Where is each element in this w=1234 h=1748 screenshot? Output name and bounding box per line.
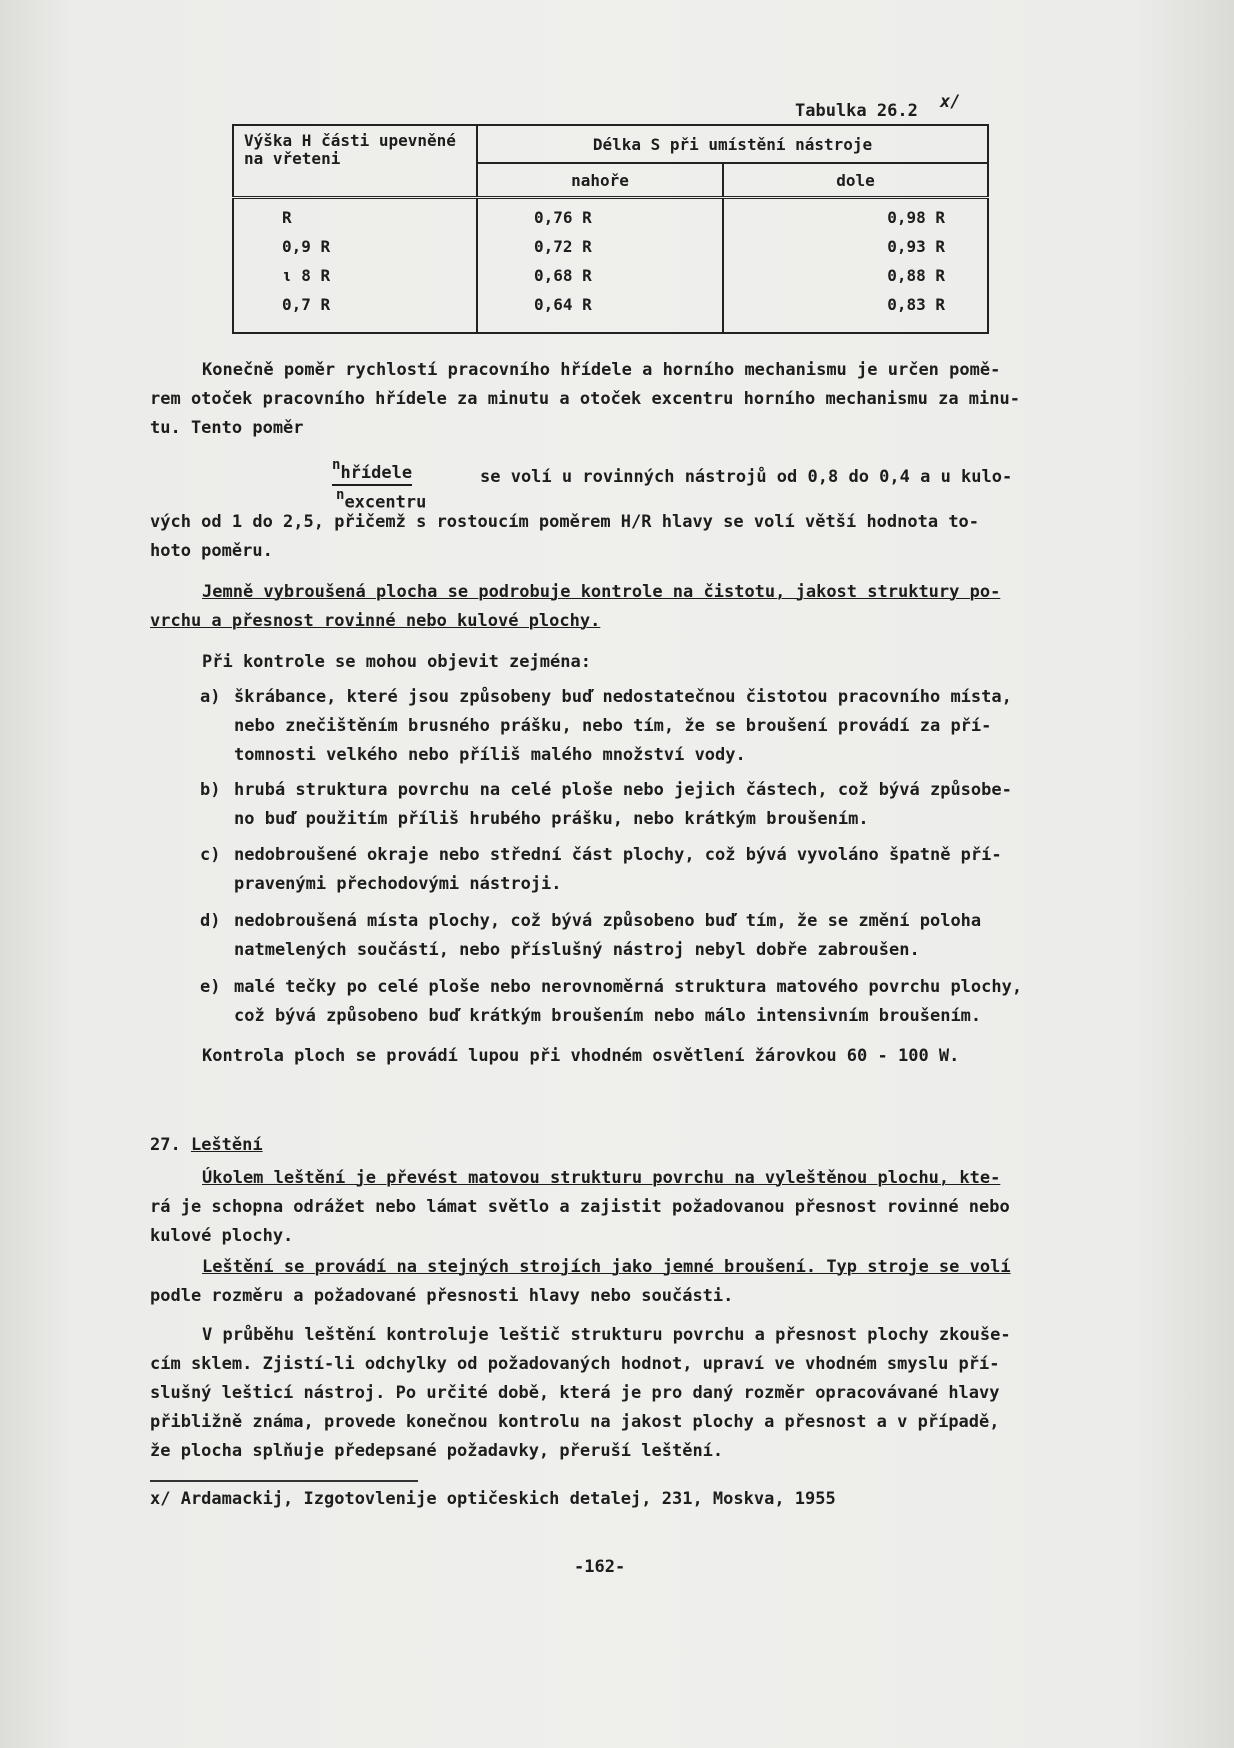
table-caption: Tabulka 26.2 [795,101,918,121]
fraction-text: se volí u rovinných nástrojů od 0,8 do 0,4 a u kulo- [480,467,1013,487]
table-cell: 0,88 R [887,266,945,285]
table-cell: 0,83 R [887,295,945,314]
fraction-numerator [332,455,426,485]
text-line: V průběhu leštění kontroluje leštič strukturu povrchu a přesnost plochy zkouše- [202,1325,1011,1345]
text-line: cím sklem. Zjistí-li odchylky od požadovaných hodnot, upraví ve vhodném smyslu pří- [150,1354,1000,1374]
data-table [232,124,989,334]
text-line: Konečně poměr rychlostí pracovního hřídele a horního mechanismu je určen pomě- [202,360,1001,380]
footnote-marker: x/ [940,92,961,112]
text-line: nebo znečištěním brusného prášku, nebo tím, že se broušení provádí za pří- [234,716,992,736]
text-line: tu. Tento poměr [150,418,304,438]
denominator-text: excentru [344,492,427,513]
table-subheader-top: nahoře [477,163,723,198]
ratio-paragraph-continued [150,508,1090,566]
page-number: -162- [574,1557,626,1577]
item-label: d) [200,911,221,931]
defect-item-e [200,973,1022,1031]
item-label: c) [200,845,221,865]
item-label: e) [200,977,221,997]
underlined-text: Leštění se provádí na stejných strojích jako jemné broušení. Typ stroje se volí [202,1257,1011,1277]
footnote-divider [150,1480,418,1482]
table-cell: R [282,208,292,227]
table-cell: 0,76 R [534,208,592,227]
text-line: nedobroušené okraje nebo střední část plochy, což bývá vyvoláno špatně pří- [234,845,1002,865]
defect-item-a [200,683,1012,770]
control-method: Kontrola ploch se provádí lupou při vhodném osvětlení žárovkou 60 - 100 W. [202,1046,960,1066]
table-cell: 0,93 R [887,237,945,256]
defect-item-b [200,776,1012,834]
intro-paragraph [150,356,1090,443]
polish-paragraph-3 [150,1321,1090,1466]
text-line: malé tečky po celé ploše nebo nerovnoměrná struktura matového povrchu plochy, [234,977,1023,997]
table-cell: 0,68 R [534,266,592,285]
item-label: a) [200,687,221,707]
text-line: škrábance, které jsou způsobeny buď nedostatečnou čistotou pracovního místa, [234,687,1012,707]
polish-paragraph-1 [150,1164,1090,1251]
text-line: hrubá struktura povrchu na celé ploše nebo jejich částech, což bývá způsobe- [234,780,1012,800]
text-line: kulové plochy. [150,1226,294,1246]
table-cell: 0,98 R [887,208,945,227]
text-line: přibližně známa, provede konečnou kontrolu na jakost plochy a přesnost a v případě, [150,1412,1000,1432]
table-header-length: Délka S při umístění nástroje [477,125,988,163]
footnote: x/ Ardamackij, Izgotovlenije optičeskich detalej, 231, Moskva, 1955 [150,1489,836,1509]
underlined-text: Jemně vybroušená plocha se podrobuje kontrole na čistotu, jakost struktury po- [202,582,1001,602]
table-header-height: Výška H části upevněné na vřeteni [233,125,477,198]
text-line [150,607,1090,636]
control-intro: Při kontrole se mohou objevit zejména: [202,652,591,672]
text-line: což bývá způsobeno buď krátkým broušením nebo málo intensivním broušením. [234,1006,982,1026]
table-cell: ι 8 R [282,266,331,285]
text-line: nedobroušená místa plochy, což bývá způsobeno buď tím, že se změní poloha [234,911,982,931]
text-line: no buď použitím příliš hrubého prášku, nebo krátkým broušením. [234,809,869,829]
table-col-top [477,198,723,334]
text-line: pravenými přechodovými nástroji. [234,874,562,894]
section-heading [150,1131,263,1160]
table-cell: 0,72 R [534,237,592,256]
text-line: natmelených součástí, nebo příslušný nástroj nebyl dobře zabroušen. [234,940,920,960]
text-line [150,1253,1090,1282]
symbol-n: n [336,486,345,503]
table-cell: 0,9 R [282,237,331,256]
table-cell: 0,64 R [534,295,592,314]
section-title: Leštění [190,1135,263,1155]
section-number: 27. [150,1135,181,1155]
text-line [150,1164,1090,1193]
text-line: vých od 1 do 2,5, přičemž s rostoucím poměrem H/R hlavy se volí větší hodnota to- [150,512,980,532]
defect-item-c [200,841,1002,899]
underlined-text: vrchu a přesnost rovinné nebo kulové plochy. [150,611,601,631]
text-line: hoto poměru. [150,541,273,561]
text-line: rá je schopna odrážet nebo lámat světlo a zajistit požadovanou přesnost rovinné nebo [150,1197,1010,1217]
polish-paragraph-2 [150,1253,1090,1311]
fine-ground-paragraph [150,578,1090,636]
symbol-n: n [332,457,341,473]
ratio-fraction [332,455,426,514]
text-line [150,578,1090,607]
table-col-bottom [723,198,988,334]
text-line: slušný lešticí nástroj. Po určité době, která je pro daný rozměr opracovávané hlavy [150,1383,1000,1403]
text-line: že plocha splňuje předepsané požadavky, přeruší leštění. [150,1441,724,1461]
text-line: rem otoček pracovního hřídele za minutu a otoček excentru horního mechanismu za minu- [150,389,1020,409]
underlined-text: Úkolem leštění je převést matovou strukturu povrchu na vyleštěnou plochu, kte- [202,1168,1001,1188]
text-line: podle rozměru a požadované přesnosti hlavy nebo součásti. [150,1286,734,1306]
numerator-text: hřídele [340,462,413,483]
table-col-height [233,198,477,334]
table-subheader-bottom: dole [723,163,988,198]
defect-item-d [200,907,981,965]
table-cell: 0,7 R [282,295,331,314]
item-label: b) [200,780,221,800]
text-line: tomnosti velkého nebo příliš malého množství vody. [234,745,746,765]
